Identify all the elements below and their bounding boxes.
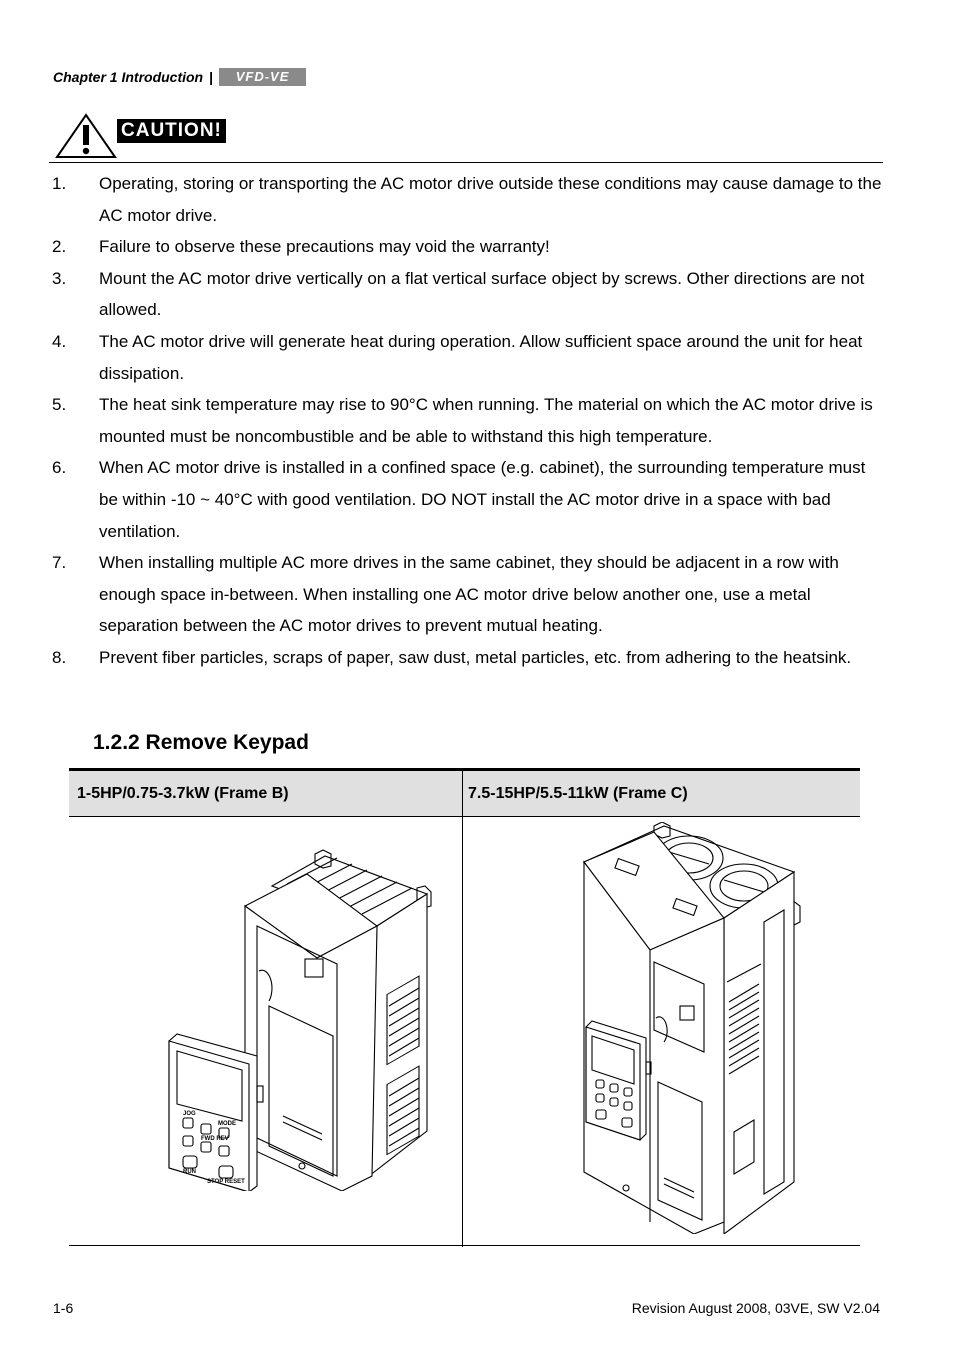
section-title: 1.2.2 Remove Keypad xyxy=(93,731,309,754)
item-text: When installing multiple AC more drives in the same cabinet, they should be adjacent in a row with enough space in-between. When installing one AC motor drive below another one, use a metal separation between the AC motor drives to prevent mutual heating. xyxy=(99,553,839,636)
caution-divider xyxy=(49,162,883,163)
header-frame-c: 7.5-15HP/5.5-11kW (Frame C) xyxy=(463,771,860,816)
item-number: 1. xyxy=(52,174,67,193)
item-text: Mount the AC motor drive vertically on a flat vertical surface object by screws. Other directions are not allowed. xyxy=(99,268,865,320)
warning-triangle-icon xyxy=(55,113,117,159)
list-item xyxy=(52,452,882,547)
page-number: 1-6 xyxy=(53,1300,74,1316)
item-number: 8. xyxy=(52,647,67,667)
list-item xyxy=(52,263,882,326)
list-item xyxy=(52,389,882,452)
key-stop: STOP RESET xyxy=(207,1179,245,1185)
key-fwd-rev: FWD REV xyxy=(201,1136,229,1142)
keypad-table xyxy=(69,768,860,1247)
item-number: 7. xyxy=(52,553,67,573)
frame-b-drawing xyxy=(97,846,442,1191)
revision-note: Revision August 2008, 03VE, SW V2.04 xyxy=(631,1300,880,1316)
list-item xyxy=(52,168,882,231)
item-text: The AC motor drive will generate heat during operation. Allow sufficient space around the unit for heat dissipation. xyxy=(99,331,863,383)
key-mode: MODE xyxy=(218,1121,236,1127)
item-number: 4. xyxy=(52,331,67,351)
caution-list xyxy=(52,168,882,674)
running-header xyxy=(53,68,306,86)
table-bottom-rule xyxy=(69,1245,860,1246)
list-item xyxy=(52,231,882,263)
caution-label: CAUTION! xyxy=(117,119,226,143)
item-text: Failure to observe these precautions may void the warranty! xyxy=(99,237,550,257)
header-rule xyxy=(69,816,860,817)
frame-c-drawing xyxy=(524,822,814,1234)
chapter-title: Chapter 1 Introduction xyxy=(53,69,204,85)
keypad-module xyxy=(586,1021,651,1140)
header-separator: | xyxy=(209,69,214,85)
product-logo: VFD-VE xyxy=(219,68,306,86)
item-text: Operating, storing or transporting the AC motor drive outside these conditions may cause damage to the AC motor drive. xyxy=(99,174,882,225)
item-number: 6. xyxy=(52,458,67,478)
item-text: When AC motor drive is installed in a confined space (e.g. cabinet), the surrounding temperature must be within -10 ~ 40°C with good ventilation. DO NOT install the AC motor drive in a space with bad ventilation. xyxy=(99,458,866,541)
item-number: 5. xyxy=(52,395,67,415)
key-jog: JOG xyxy=(183,1111,196,1117)
item-number: 2. xyxy=(52,237,67,257)
column-divider xyxy=(462,771,463,1247)
item-number: 3. xyxy=(52,268,67,288)
list-item xyxy=(52,547,882,642)
list-item xyxy=(52,326,882,389)
header-frame-b: 1-5HP/0.75-3.7kW (Frame B) xyxy=(69,771,462,816)
item-text: Prevent fiber particles, scraps of paper, saw dust, metal particles, etc. from adhering to the heatsink. xyxy=(99,647,852,667)
caution-heading xyxy=(55,113,226,159)
item-text: The heat sink temperature may rise to 90°C when running. The material on which the AC motor drive is mounted must be noncombustible and be able to withstand this high temperature. xyxy=(99,395,873,446)
list-item xyxy=(52,642,882,674)
key-run: RUN xyxy=(183,1169,196,1175)
